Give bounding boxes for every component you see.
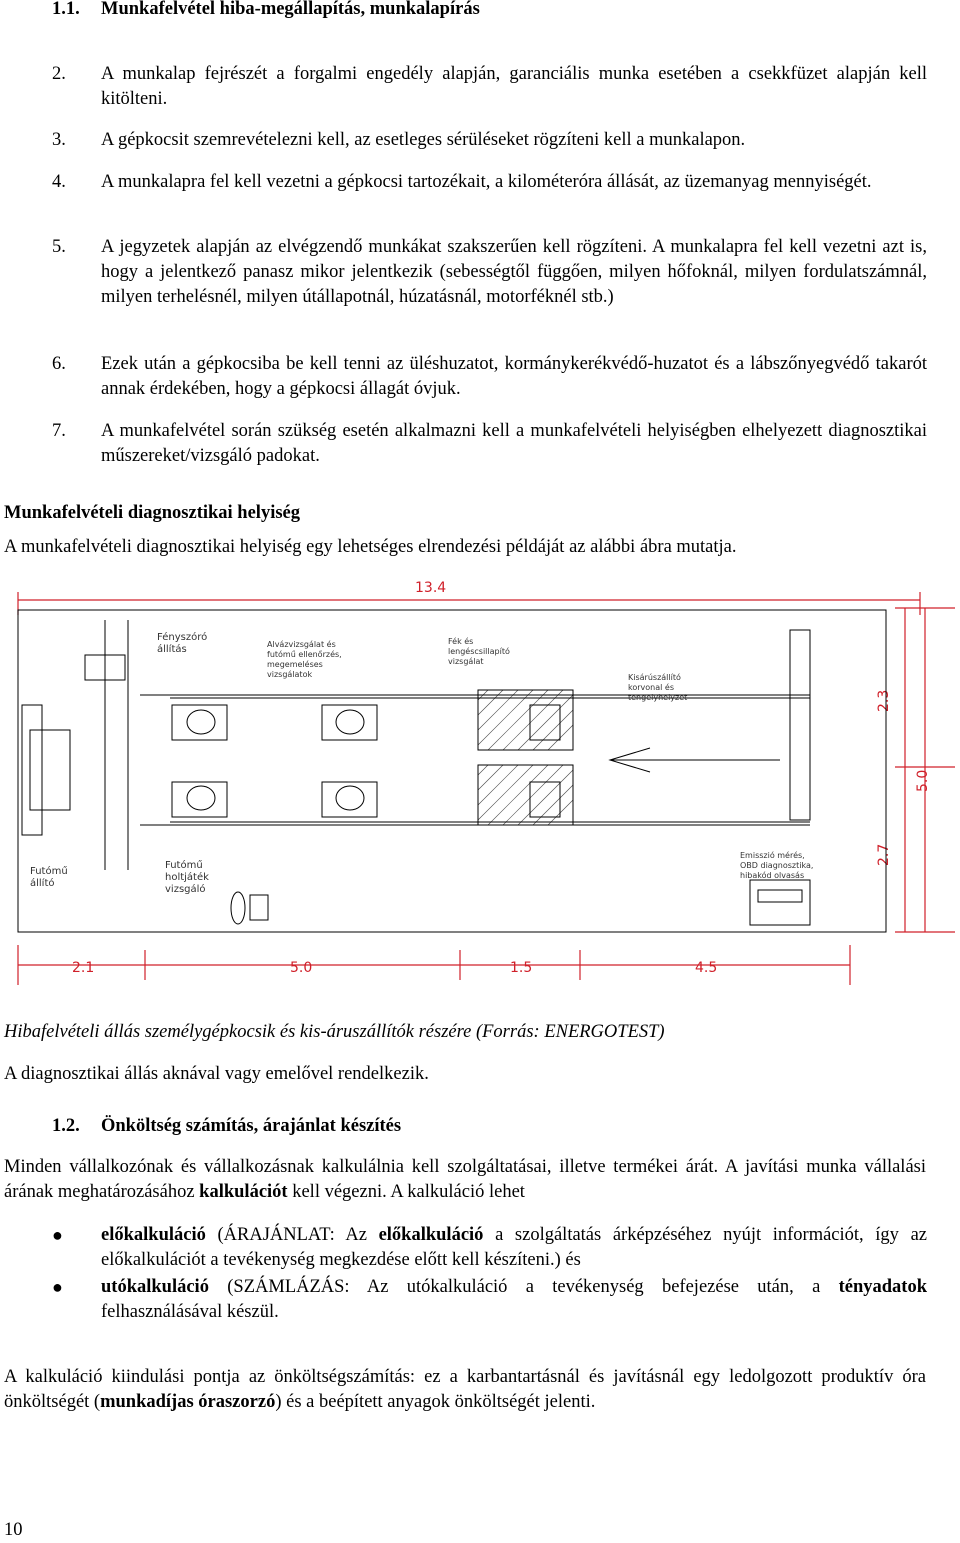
label-emisszio-1: Emisszió mérés, [740, 851, 805, 860]
list-item-number: 6. [52, 354, 66, 374]
list-item-text: A munkalap fejrészét a forgalmi engedély alapján, garanciális munka esetében a csekkfüzet alapján kell kitölteni. [101, 64, 927, 109]
label-fenyszoro-2: állítás [157, 644, 187, 655]
label-futomu-allito-2: állító [30, 878, 55, 889]
label-fek-1: Fék és [448, 637, 474, 646]
label-alvaz-3: megemeléses [267, 660, 323, 669]
list-item-number: 4. [52, 172, 66, 192]
label-alvaz-2: futómű ellenőrzés, [267, 650, 342, 659]
dim-right-bottom: 2.7 [876, 843, 892, 866]
label-kisaru-1: Kisárúszállító [628, 673, 681, 682]
list-item-number: 7. [52, 421, 66, 441]
label-emisszio-2: OBD diagnosztika, [740, 861, 814, 870]
bullet-icon: ● [52, 1277, 63, 1297]
dim-right-mid: 5.0 [915, 769, 931, 792]
dim-right-top: 2.3 [876, 689, 892, 712]
label-fek-2: lengéscsillapító [448, 647, 510, 656]
list-item-number: 2. [52, 64, 66, 84]
label-alvaz-4: vizsgálatok [267, 670, 313, 679]
dim-top: 13.4 [415, 580, 447, 596]
list-item-text: Ezek után a gépkocsiba be kell tenni az üléshuzatot, kormánykerékvédő-huzatot és a lábszőnyegvédő takarót annak érdekében, hogy a gépkocsi állagát óvjuk. [101, 354, 927, 399]
floor-plan-figure [0, 570, 960, 990]
label-emisszio-3: hibakód olvasás [740, 871, 805, 880]
list-item-text: A munkalapra fel kell vezetni a gépkocsi tartozékait, a kilométeróra állását, az üzemanyag mennyiségét. [101, 172, 872, 192]
dim-bottom-1: 2.1 [72, 960, 95, 976]
section-number: 1.2. [52, 1116, 80, 1136]
list-item-number: 3. [52, 130, 66, 150]
label-alvaz-1: Alvázvizsgálat és [267, 640, 336, 649]
label-holtjatek-1: Futómű [165, 860, 203, 871]
dim-bottom-4: 4.5 [695, 960, 718, 976]
list-item-text: A gépkocsit szemrevételezni kell, az esetleges sérüléseket rögzíteni kell a munkalapon. [101, 130, 746, 150]
after-caption: A diagnosztikai állás aknával vagy emelővel rendelkezik. [4, 1064, 429, 1084]
label-fenyszoro-1: Fényszóró [157, 632, 208, 643]
list-item-text: A jegyzetek alapján az elvégzendő munkákat szakszerűen kell rögzíteni. A munkalapra fel kell vezetni azt is, hogy a jelentkező panasz mikor jelentkezik (sebességtől függően, milyen hőfoknál, milyen fordulatszámnál, milyen terhelésnél, milyen útállapotnál, húzatásnál, motorféknél stb.) [101, 237, 927, 307]
bullet-item: utókalkuláció (SZÁMLÁZÁS: Az utókalkuláció a tevékenység befejezése után, a tényadatok felhasználásával készül. [101, 1277, 927, 1322]
list-item-text: A munkafelvétel során szükség esetén alkalmazni kell a munkafelvételi helyiségben elhelyezett diagnosztikai műszereket/vizsgáló padokat. [101, 421, 927, 466]
label-futomu-allito-1: Futómű [30, 866, 68, 877]
label-kisaru-3: tengelyhelyzet [628, 693, 688, 702]
section-title: Önköltség számítás, árajánlat készítés [101, 1116, 402, 1136]
bullet-icon: ● [52, 1225, 63, 1245]
page-number: 10 [4, 1520, 23, 1540]
diag-heading: Munkafelvételi diagnosztikai helyiség [4, 503, 300, 523]
label-fek-3: vizsgálat [448, 657, 484, 666]
bullet-item: előkalkuláció (ÁRAJÁNLAT: Az előkalkuláció a szolgáltatás árképzéséhez nyújt információt, így az előkalkulációt a tevékenység megkezdése előtt kell készíteni.) és [101, 1225, 927, 1270]
paragraph-kalkulacio: Minden vállalkozónak és vállalkozásnak kalkulálnia kell szolgáltatásai, illetve termékei árát. A javítási munka vállalási árának meghatározásához kalkulációt kell végezni. A kalkuláció lehet [4, 1157, 926, 1202]
label-holtjatek-2: holtjáték [165, 872, 209, 883]
paragraph-onkoltseg: A kalkuláció kiindulási pontja az önköltségszámítás: ez a karbantartásnál és javításnál egy ledolgozott produktív óra önköltségét (munkadíjas óraszorzó) és a beépített anyagok önköltségét jelenti. [4, 1367, 926, 1412]
label-kisaru-2: korvonal és [628, 683, 674, 692]
section-number: 1.1. [52, 0, 80, 19]
section-title: Munkafelvétel hiba-megállapítás, munkalapírás [101, 0, 480, 19]
dim-bottom-2: 5.0 [290, 960, 313, 976]
diag-intro: A munkafelvételi diagnosztikai helyiség egy lehetséges elrendezési példáját az alábbi ábra mutatja. [4, 537, 737, 557]
dim-bottom-3: 1.5 [510, 960, 533, 976]
label-holtjatek-3: vizsgáló [165, 884, 206, 895]
list-item-number: 5. [52, 237, 66, 257]
figure-caption: Hibafelvételi állás személygépkocsik és kis-áruszállítók részére (Forrás: ENERGOTEST) [4, 1022, 665, 1042]
